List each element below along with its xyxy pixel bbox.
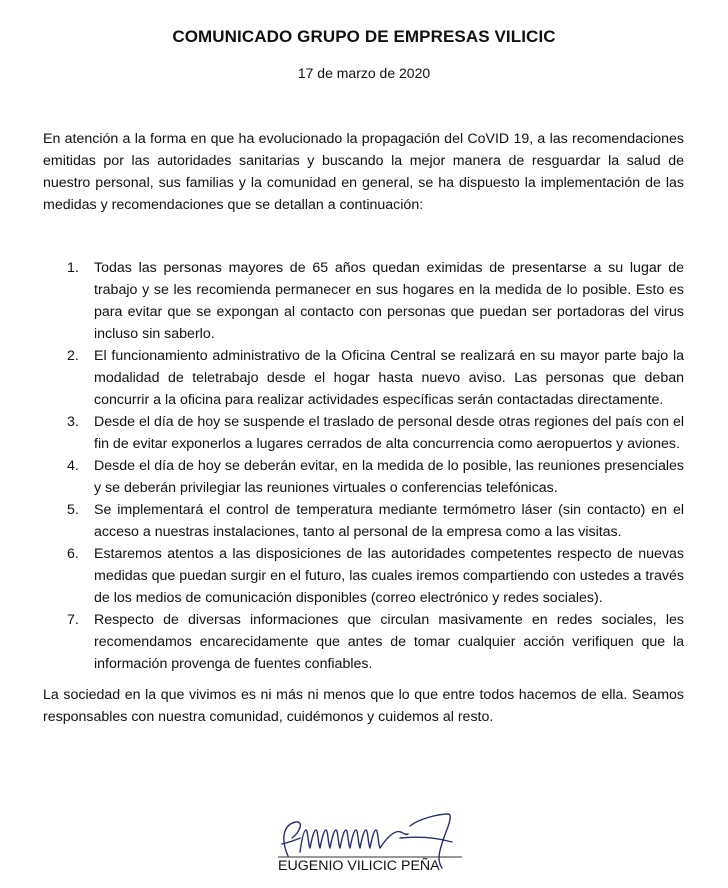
list-item <box>43 455 684 499</box>
list-item <box>43 499 684 543</box>
signer-name: EUGENIO VILICIC PEÑA <box>278 858 440 874</box>
measures-list <box>43 257 684 675</box>
list-item-text: Respecto de diversas informaciones que circulan masivamente en redes sociales, les recomendamos encarecidamente que antes de tomar cualquier acción verifiquen que la información provenga de fuentes confiables. <box>94 612 684 672</box>
list-item-text: Estaremos atentos a las disposiciones de las autoridades competentes respecto de nuevas medidas que puedan surgir en el futuro, las cuales iremos compartiendo con ustedes a través de los medios de comunicación disponibles (correo electrónico y redes sociales). <box>94 546 684 606</box>
closing-paragraph: La sociedad en la que vivimos es ni más ni menos que lo que entre todos hacemos de ella. Seamos responsables con nuestra comunidad, cuidémonos y cuidemos al resto. <box>43 687 684 725</box>
intro-paragraph: En atención a la forma en que ha evolucionado la propagación del CoVID 19, a las recomendaciones emitidas por las autoridades sanitarias y buscando la mejor manera de resguardar la salud de nuestro personal, sus familias y la comunidad en general, se ha dispuesto la implementación de las medidas y recomendaciones que se detallan a continuación: <box>43 131 684 213</box>
list-item-text: Desde el día de hoy se deberán evitar, en la medida de lo posible, las reuniones presenciales y se deberán privilegiar las reuniones virtuales o conferencias telefónicas. <box>94 458 684 496</box>
list-item-number: 6. <box>67 546 79 562</box>
list-item-number: 1. <box>67 260 79 276</box>
list-item <box>43 411 684 455</box>
list-item <box>43 543 684 609</box>
list-item-text: El funcionamiento administrativo de la Oficina Central se realizará en su mayor parte bajo la modalidad de teletrabajo desde el hogar hasta nuevo aviso. Las personas que deban concurrir a la oficina para realizar actividades específicas serán contactadas directamente. <box>94 348 684 408</box>
list-item-number: 3. <box>67 414 79 430</box>
list-item-text: Todas las personas mayores de 65 años quedan eximidas de presentarse a su lugar de trabajo y se les recomienda permanecer en sus hogares en la medida de lo posible. Esto es para evitar que se expongan al contacto con personas que puedan ser portadoras del virus incluso sin saberlo. <box>94 260 684 342</box>
list-item <box>43 609 684 675</box>
list-item-number: 5. <box>67 502 79 518</box>
list-item-number: 2. <box>67 348 79 364</box>
list-item-number: 4. <box>67 458 79 474</box>
list-item <box>43 345 684 411</box>
list-item-number: 7. <box>67 612 79 628</box>
list-item-text: Desde el día de hoy se suspende el traslado de personal desde otras regiones del país con el fin de evitar exponerlos a lugares cerrados de alta concurrencia como aeropuertos y aviones. <box>94 414 684 452</box>
list-item-text: Se implementará el control de temperatura mediante termómetro láser (sin contacto) en el acceso a nuestras instalaciones, tanto al personal de la empresa como a las visitas. <box>94 502 684 540</box>
list-item <box>43 257 684 345</box>
document-title: COMUNICADO GRUPO DE EMPRESAS VILICIC <box>172 27 556 46</box>
document-date: 17 de marzo de 2020 <box>297 65 431 81</box>
